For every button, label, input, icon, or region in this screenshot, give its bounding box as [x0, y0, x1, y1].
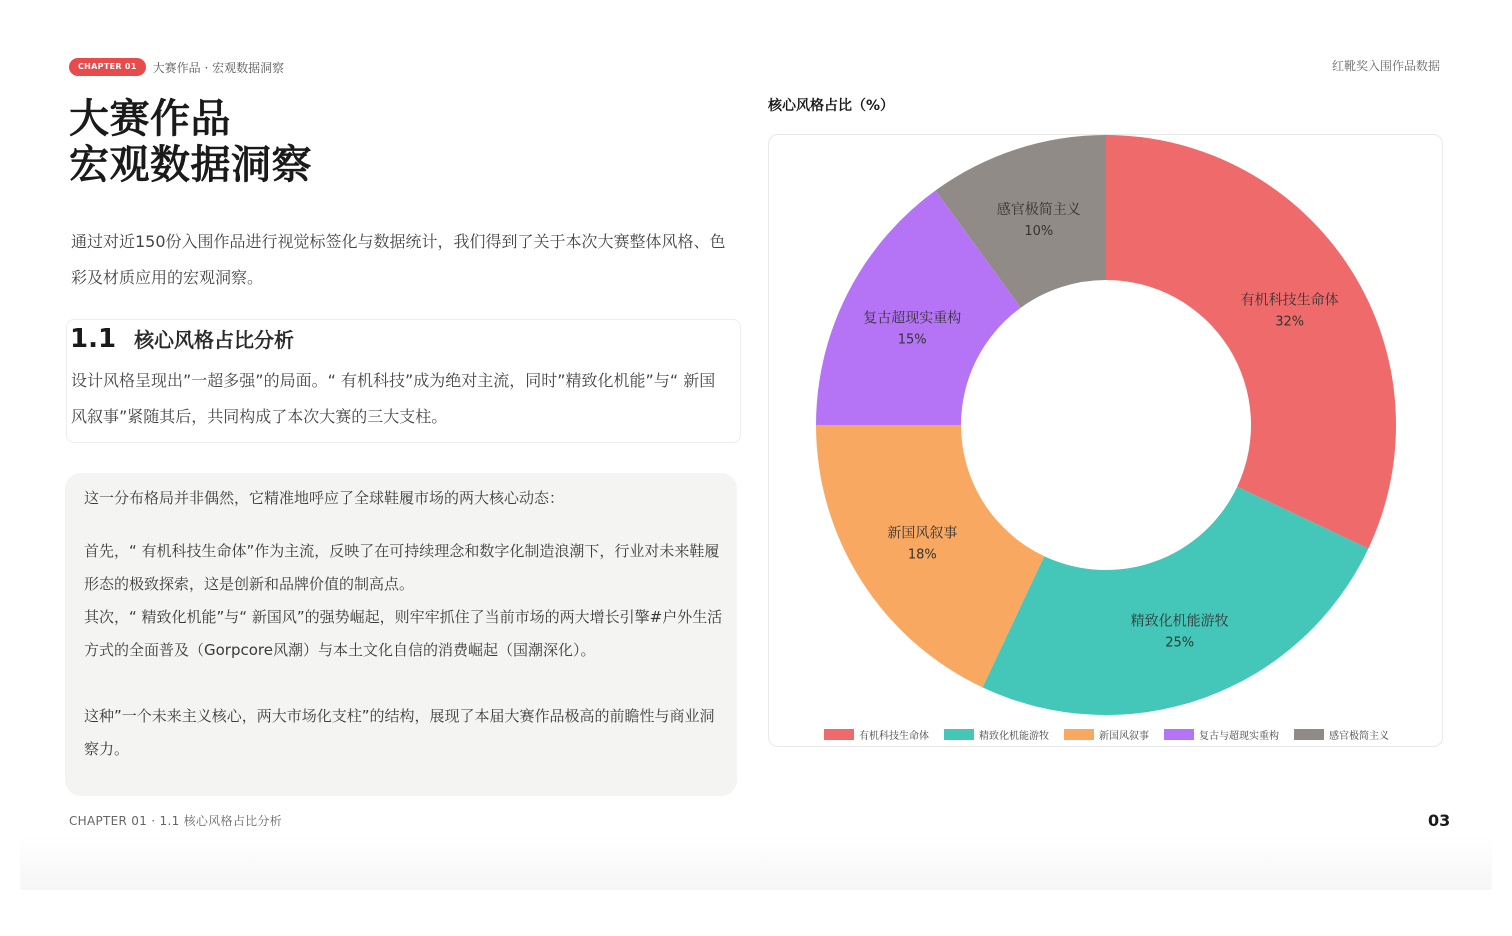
page-shadow [20, 836, 1492, 890]
legend-item-2[interactable] [1064, 727, 1149, 742]
legend-label-4: 感官极简主义 [1329, 731, 1389, 742]
section-number: 1.1 [70, 324, 117, 354]
legend-label-2: 新国风叙事 [1099, 731, 1149, 742]
legend-label-3: 复古与超现实重构 [1199, 731, 1279, 742]
slice-label-2: 新国风叙事 [887, 525, 958, 542]
legend-label-1: 精致化机能游牧 [979, 731, 1049, 742]
section-card [66, 319, 741, 443]
slice-value-1: 25% [1165, 635, 1195, 651]
slice-value-2: 18% [907, 547, 937, 563]
legend-swatch-1 [944, 729, 974, 740]
legend-item-4[interactable] [1294, 727, 1389, 742]
insight-panel [65, 473, 737, 796]
chart-container [768, 134, 1443, 747]
intro-text: 通过对近150份入围作品进行视觉标签化与数据统计，我们得到了关于本次大赛整体风格、色彩及材质应用的宏观洞察。 [71, 232, 726, 287]
slice-label-3: 复古超现实重构 [863, 310, 962, 327]
slice-value-4: 10% [1024, 224, 1054, 240]
insight-paragraph-3: 其次，“ 精致化机能”与“ 新国风”的强势崛起，则牢牢抓住了当前市场的两大增长引擎#户外生活方式的全面普及（Gorpcore风潮）与本土文化自信的消费崛起（国潮深化）。 [84, 608, 723, 659]
donut-slice-0[interactable] [1106, 135, 1396, 548]
insight-paragraph-4: 这种”一个未来主义核心，两大市场化支柱”的结构，展现了本届大赛作品极高的前瞻性与商业洞察力。 [84, 707, 715, 758]
slice-value-0: 32% [1275, 314, 1305, 330]
page-number: 03 [1428, 811, 1451, 830]
footer-breadcrumb: CHAPTER 01 · 1.1 核心风格占比分析 [69, 814, 283, 828]
page-title-line1: 大赛作品 [69, 96, 231, 142]
legend-item-1[interactable] [944, 727, 1049, 742]
chart-legend [769, 727, 1444, 742]
insight-paragraph-2: 首先，“ 有机科技生命体”作为主流，反映了在可持续理念和数字化制造浪潮下，行业对未来鞋履形态的极致探索，这是创新和品牌价值的制高点。 [84, 542, 720, 593]
section-heading [70, 324, 294, 354]
slice-label-4: 感官极简主义 [996, 202, 1081, 219]
section-description: 设计风格呈现出”一超多强”的局面。“ 有机科技”成为绝对主流，同时”精致化机能”与“ 新国风叙事”紧随其后，共同构成了本次大赛的三大支柱。 [71, 371, 716, 426]
legend-item-3[interactable] [1164, 727, 1279, 742]
header-left [69, 58, 284, 76]
legend-swatch-2 [1064, 729, 1094, 740]
slice-value-3: 15% [897, 332, 927, 348]
page-title-line2: 宏观数据洞察 [69, 142, 312, 188]
page-title [69, 96, 312, 188]
legend-swatch-4 [1294, 729, 1324, 740]
legend-label-0: 有机科技生命体 [859, 731, 929, 742]
header-subtitle: 大赛作品 · 宏观数据洞察 [152, 60, 285, 75]
chart-title: 核心风格占比（%） [768, 98, 895, 114]
legend-item-0[interactable] [824, 727, 929, 742]
slice-label-0: 有机科技生命体 [1240, 292, 1339, 309]
insight-paragraph-1: 这一分布格局并非偶然，它精准地呼应了全球鞋履市场的两大核心动态： [84, 489, 565, 507]
donut-chart [769, 135, 1444, 725]
header-right-label: 红靴奖入围作品数据 [1331, 59, 1440, 73]
chapter-pill: CHAPTER 01 [69, 58, 146, 76]
legend-swatch-0 [824, 729, 854, 740]
slice-label-1: 精致化机能游牧 [1130, 613, 1229, 630]
section-title: 核心风格占比分析 [134, 328, 295, 352]
legend-swatch-3 [1164, 729, 1194, 740]
